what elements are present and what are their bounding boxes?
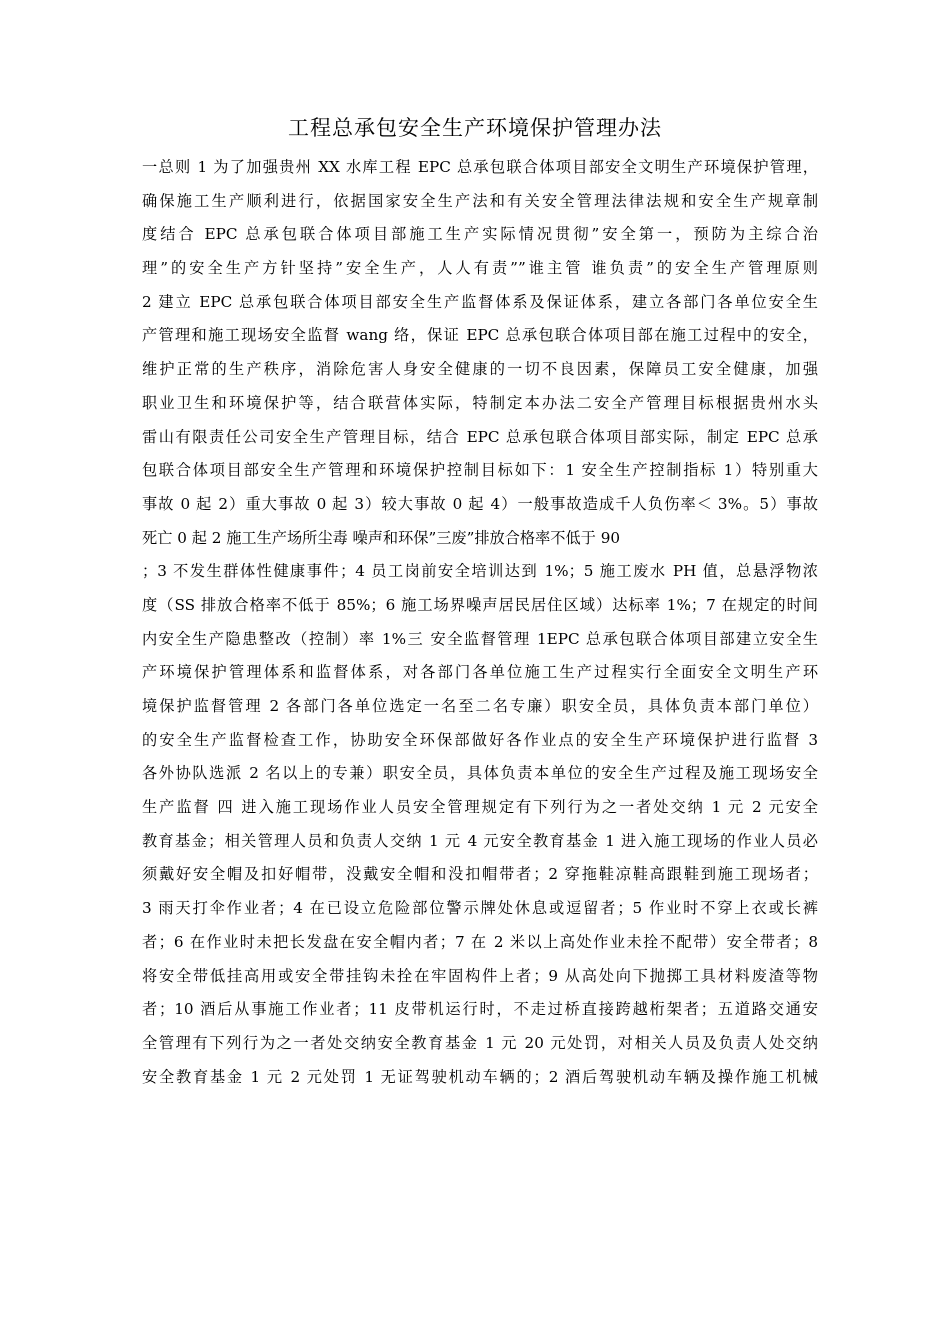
text-line: 理”的安全生产方针坚持”安全生产，人人有责””谁主管 谁负责”的安全生产管理原则 — [142, 259, 818, 278]
text-line: 度（SS 排放合格率不低于 85%；6 施工场界噪声居民居住区域）达标率 1%；7 在规定的时间 — [142, 595, 818, 614]
text-line: 产管理和施工现场安全监督 wang 络，保证 EPC 总承包联合体项目部在施工过程中的安全， — [142, 326, 818, 345]
text-line: 安全教育基金 1 元 2 元处罚 1 无证驾驶机动车辆的；2 酒后驾驶机动车辆及操作施工机械 — [142, 1067, 818, 1086]
text-line: 将安全带低挂高用或安全带挂钩未拴在牢固构件上者；9 从高处向下抛掷工具材料废渣等物 — [142, 966, 818, 985]
text-line: 者；6 在作业时未把长发盘在安全帽内者；7 在 2 米以上高处作业未拴不配带）安全带者；8 — [142, 932, 818, 951]
text-line: 包联合体项目部安全生产管理和环境保护控制目标如下：1 安全生产控制指标 1）特别重大 — [142, 461, 818, 480]
text-line: 职业卫生和环境保护等，结合联营体实际，特制定本办法二安全产管理目标根据贵州水头 — [142, 393, 818, 412]
text-line: 一总则 1 为了加强贵州 XX 水库工程 EPC 总承包联合体项目部安全文明生产环境保护管理， — [142, 158, 818, 176]
text-line: 者；10 酒后从事施工作业者；11 皮带机运行时，不走过桥直接跨越桁架者；五道路交通安 — [142, 1000, 818, 1019]
text-line: 境保护监督管理 2 各部门各单位选定一名至二名专廉）职安全员，具体负责本部门单位） — [142, 697, 818, 715]
document-body — [142, 151, 818, 1094]
text-line: 教育基金；相关管理人员和负责人交纳 1 元 4 元安全教育基金 1 进入施工现场的作业人员必 — [142, 831, 818, 850]
text-line: 须戴好安全帽及扣好帽带，没戴安全帽和没扣帽带者；2 穿拖鞋凉鞋高跟鞋到施工现场者； — [142, 865, 818, 884]
text-line: 内安全生产隐患整改（控制）率 1%三 安全监督管理 1EPC 总承包联合体项目部建立安全生 — [142, 629, 818, 648]
text-line: 事故 0 起 2）重大事故 0 起 3）较大事故 0 起 4）一般事故造成千人负伤率＜ 3%。5）事故 — [142, 494, 818, 513]
text-line: 产环境保护管理体系和监督体系，对各部门各单位施工生产过程实行全面安全文明生产环 — [142, 663, 818, 682]
text-line: 确保施工生产顺利进行，依据国家安全生产法和有关安全管理法律法规和安全生产规章制 — [142, 191, 818, 210]
text-line: 生产监督 四 进入施工现场作业人员安全管理规定有下列行为之一者处交纳 1 元 2 元安全 — [142, 798, 818, 817]
text-line: 雷山有限责任公司安全生产管理目标，结合 EPC 总承包联合体项目部实际，制定 EPC 总承 — [142, 427, 818, 446]
text-line: 度结合 EPC 总承包联合体项目部施工生产实际情况贯彻”安全第一，预防为主综合治 — [142, 225, 818, 244]
text-line: ；3 不发生群体性健康事件；4 员工岗前安全培训达到 1%；5 施工废水 PH 值，总悬浮物浓 — [142, 562, 818, 581]
text-line: 各外协队选派 2 名以上的专兼）职安全员，具体负责本单位的安全生产过程及施工现场安全 — [142, 764, 818, 783]
text-line: 3 雨天打伞作业者；4 在已设立危险部位警示牌处休息或逗留者；5 作业时不穿上衣或长裤 — [142, 899, 818, 918]
document-title: 工程总承包安全生产环境保护管理办法 — [288, 116, 662, 140]
text-line: 维护正常的生产秩序，消除危害人身安全健康的一切不良因素，保障员工安全健康，加强 — [142, 360, 818, 379]
text-line: 死亡 0 起 2 施工生产场所尘毒 噪声和环保”三废”排放合格率不低于 90 — [142, 528, 621, 547]
text-line: 全管理有下列行为之一者处交纳安全教育基金 1 元 20 元处罚，对相关人员及负责人处交纳 — [142, 1033, 818, 1052]
text-line: 的安全生产监督检查工作，协助安全环保部做好各作业点的安全生产环境保护进行监督 3 — [142, 730, 818, 749]
text-line: 2 建立 EPC 总承包联合体项目部安全生产监督体系及保证体系，建立各部门各单位安全生 — [142, 292, 818, 311]
